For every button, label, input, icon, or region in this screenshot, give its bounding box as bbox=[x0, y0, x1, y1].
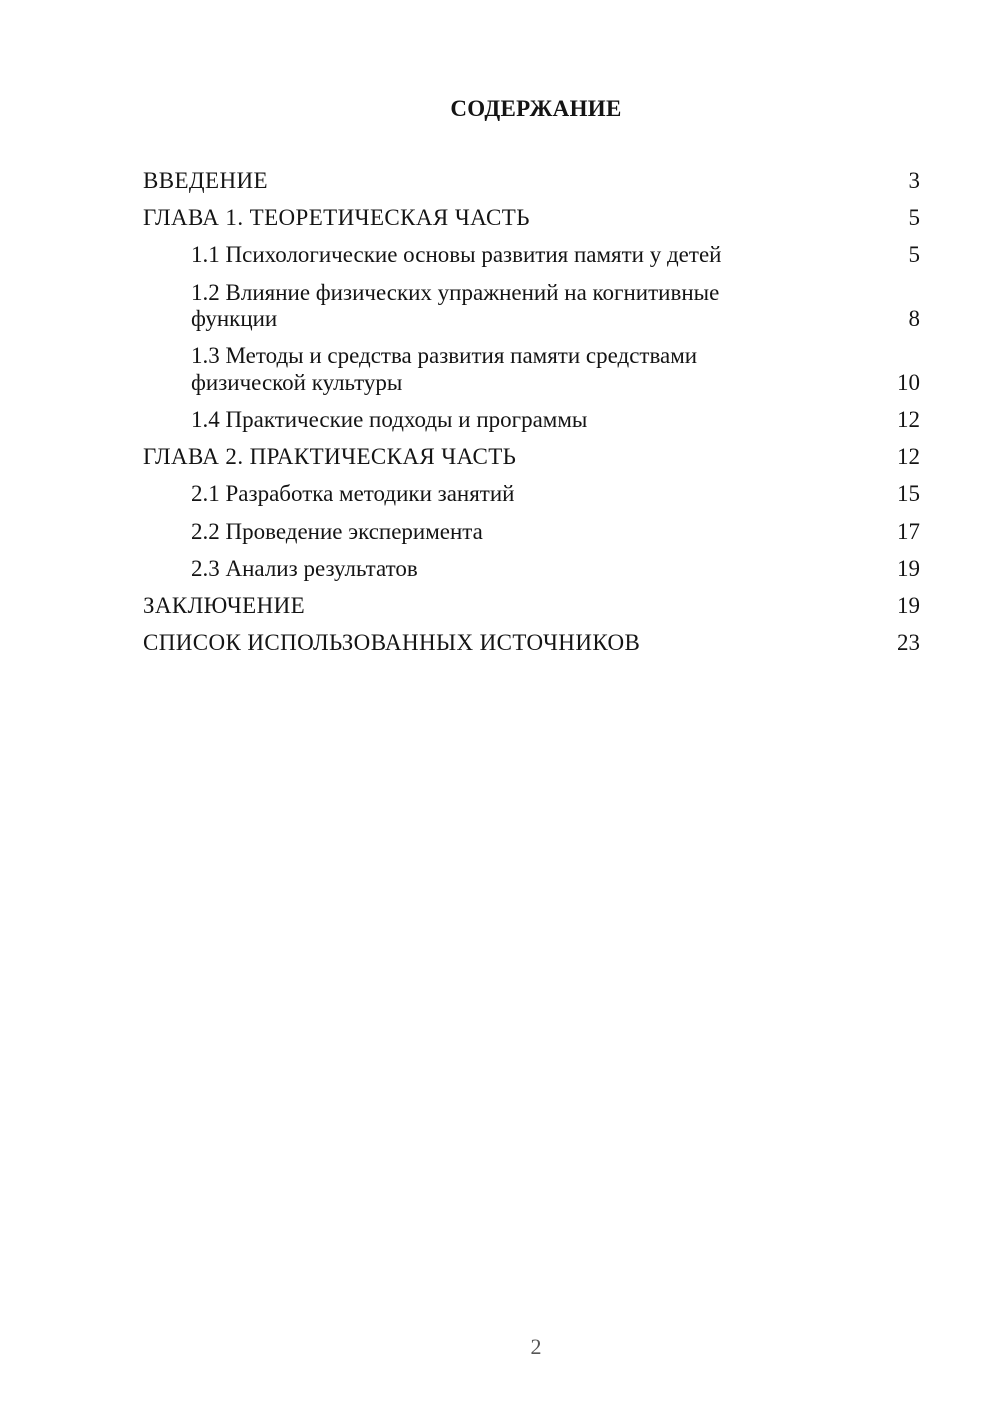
toc-entry bbox=[143, 280, 920, 333]
toc-entry bbox=[143, 556, 920, 583]
toc-entry-text: ГЛАВА 2. ПРАКТИЧЕСКАЯ ЧАСТЬ bbox=[143, 444, 517, 470]
toc-entry bbox=[143, 593, 920, 620]
toc-entry bbox=[143, 343, 920, 396]
toc-title: СОДЕРЖАНИЕ bbox=[450, 96, 622, 121]
toc-entry-text: 1.1 Психологические основы развития памяти у детей bbox=[191, 242, 722, 268]
toc-entry bbox=[143, 519, 920, 546]
toc-entry-page: 17 bbox=[897, 518, 920, 544]
toc-entry bbox=[143, 242, 920, 269]
toc-entry bbox=[143, 168, 920, 195]
toc-entry-page: 15 bbox=[897, 481, 920, 507]
toc-entry-page: 12 bbox=[897, 406, 920, 432]
toc-entry bbox=[143, 205, 920, 232]
toc-entry bbox=[143, 444, 920, 471]
toc-entry-text: ЗАКЛЮЧЕНИЕ bbox=[143, 592, 306, 618]
toc-entry-page: 5 bbox=[908, 205, 920, 231]
toc-entry-page: 23 bbox=[897, 630, 920, 656]
toc-entry-text: 1.4 Практические подходы и программы bbox=[191, 406, 588, 432]
page-number: 2 bbox=[530, 1334, 542, 1359]
toc-entry-page: 8 bbox=[908, 306, 920, 332]
toc-entry-page: 5 bbox=[908, 242, 920, 268]
toc-entry-text: 2.1 Разработка методики занятий bbox=[191, 481, 515, 507]
toc-entry-page: 19 bbox=[897, 592, 920, 618]
toc-entry-text: ГЛАВА 1. ТЕОРЕТИЧЕСКАЯ ЧАСТЬ bbox=[143, 205, 530, 231]
toc-entry-page: 3 bbox=[908, 168, 920, 193]
toc-entry-text: ВВЕДЕНИЕ bbox=[143, 168, 268, 193]
toc-entry bbox=[143, 481, 920, 508]
toc-entry-text: СПИСОК ИСПОЛЬЗОВАННЫХ ИСТОЧНИКОВ bbox=[143, 630, 641, 656]
table-of-contents bbox=[143, 168, 920, 667]
toc-entry-text: 2.3 Анализ результатов bbox=[191, 555, 418, 581]
toc-entry bbox=[143, 407, 920, 434]
toc-entry bbox=[143, 630, 920, 657]
toc-entry-text: 2.2 Проведение эксперимента bbox=[191, 518, 483, 544]
toc-entry-text: 1.3 Методы и средства развития памяти средствами физической культуры bbox=[191, 343, 698, 395]
toc-entry-text: 1.2 Влияние физических упражнений на когнитивные функции bbox=[191, 279, 720, 332]
toc-entry-page: 10 bbox=[897, 369, 920, 395]
toc-entry-page: 19 bbox=[897, 555, 920, 581]
toc-entry-page: 12 bbox=[897, 444, 920, 470]
